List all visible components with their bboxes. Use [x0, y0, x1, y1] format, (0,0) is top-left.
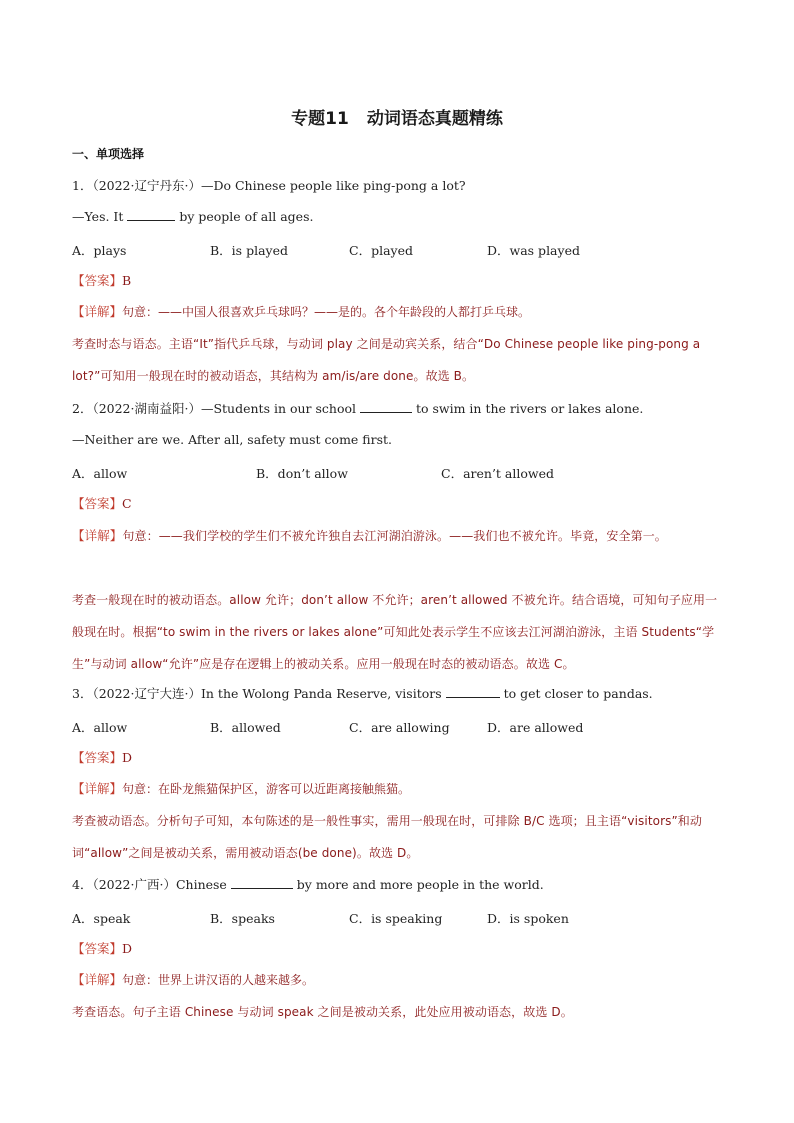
- answer-tag: 【答案】: [72, 496, 123, 511]
- q2-blank: [360, 400, 412, 413]
- q2-option-b: B．don’t allow: [256, 466, 348, 481]
- q3-option-b: B．allowed: [210, 720, 281, 735]
- title-text: 动词语态真题精练: [366, 109, 503, 129]
- q3-answer-value: D: [122, 750, 133, 765]
- q4-stem-b: by more and more people in the world.: [292, 877, 544, 892]
- q4-stem-a: 4．（2022·广西·）Chinese: [72, 877, 231, 892]
- q4-detail: [72, 971, 314, 989]
- q2-stem: [72, 400, 643, 418]
- q1-option-c: C．played: [349, 243, 413, 258]
- q3-stem: [72, 685, 653, 703]
- q3-stem-b: to get closer to pandas.: [499, 686, 653, 701]
- q4-option-a: A．speak: [72, 911, 131, 926]
- q4-stem: [72, 876, 544, 894]
- detail-tag: 【详解】: [72, 528, 123, 543]
- q3-option-a: A．allow: [72, 720, 128, 735]
- q1-line2-b: by people of all ages.: [175, 209, 314, 224]
- q1-stem: 1．（2022·辽宁丹东·）—Do Chinese people like ping-pong a lot?: [72, 178, 466, 193]
- q1-option-b: B．is played: [210, 243, 288, 258]
- q4-answer: [72, 940, 132, 958]
- section-heading: 一、单项选择: [72, 147, 145, 161]
- q2-answer: [72, 495, 132, 513]
- q1-option-a: A．plays: [72, 243, 127, 258]
- q1-detail: [72, 303, 530, 321]
- q4-answer-value: D: [122, 941, 133, 956]
- q4-detail-text: 句意：世界上讲汉语的人越来越多。: [122, 973, 315, 987]
- q2-stem-a: 2．（2022·湖南益阳·）—Students in our school: [72, 401, 360, 416]
- q1-answer: [72, 272, 131, 290]
- title-prefix: 专题11: [291, 109, 349, 129]
- q2-option-a: A．allow: [72, 466, 128, 481]
- detail-tag: 【详解】: [72, 304, 123, 319]
- q3-detail-text: 句意：在卧龙熊猫保护区，游客可以近距离接触熊猫。: [122, 782, 411, 796]
- q1-explanation: 考查时态与语态。主语“It”指代乒乓球，与动词 play 之间是动宾关系，结合“Do Chinese people like ping-pong a lot?”可知用一般现在时的被动语态，其结构为 am/is/are done。故选 B。: [72, 337, 701, 383]
- q2-detail: [72, 520, 722, 552]
- q1-blank: [127, 208, 175, 221]
- q2-stem-b: to swim in the rivers or lakes alone.: [412, 401, 644, 416]
- answer-tag: 【答案】: [72, 941, 123, 956]
- q4-option-d: D．is spoken: [487, 911, 569, 926]
- q1-option-d: D．was played: [487, 243, 580, 258]
- q3-blank: [446, 685, 500, 698]
- answer-tag: 【答案】: [72, 750, 123, 765]
- q3-option-d: D．are allowed: [487, 720, 584, 735]
- q2-line2: —Neither are we. After all, safety must come first.: [72, 432, 393, 447]
- q2-answer-value: C: [122, 496, 132, 511]
- q4-blank: [231, 876, 293, 889]
- q1-detail-text: 句意：——中国人很喜欢乒乓球吗？——是的。各个年龄段的人都打乒乓球。: [122, 305, 531, 319]
- page-title: [0, 104, 794, 129]
- q3-option-c: C．are allowing: [349, 720, 450, 735]
- detail-tag: 【详解】: [72, 781, 123, 796]
- q3-answer: [72, 749, 132, 767]
- q3-stem-a: 3．（2022·辽宁大连·）In the Wolong Panda Reserve, visitors: [72, 686, 446, 701]
- q4-explanation: 考查语态。句子主语 Chinese 与动词 speak 之间是被动关系，此处应用被动语态，故选 D。: [72, 1005, 573, 1019]
- q2-option-c: C．aren’t allowed: [441, 466, 554, 481]
- q1-line2-a: —Yes. It: [72, 209, 128, 224]
- q2-detail-text: 句意：——我们学校的学生们不被允许独自去江河湖泊游泳。——我们也不被允许。毕竟，安全第一。: [122, 529, 667, 543]
- q1-line2: [72, 208, 313, 226]
- q2-explanation: 考查一般现在时的被动语态。allow 允许；don’t allow 不允许；aren’t allowed 不被允许。结合语境，可知句子应用一般现在时。根据“to swim in the rivers or lakes alone”可知此处表示学生不应该去江河湖泊游泳，主语 Students“学生”与动词 allow“允许”应是存在逻辑上的被动关系。应用一般现在时态的被动语态。故选 C。: [72, 593, 718, 671]
- q4-option-c: C．is speaking: [349, 911, 443, 926]
- q4-option-b: B．speaks: [210, 911, 275, 926]
- q3-detail: [72, 780, 410, 798]
- answer-tag: 【答案】: [72, 273, 123, 288]
- detail-tag: 【详解】: [72, 972, 123, 987]
- q1-answer-value: B: [122, 273, 132, 288]
- q3-explanation: 考查被动语态。分析句子可知，本句陈述的是一般性事实，需用一般现在时，可排除 B/C 选项；且主语“visitors”和动词“allow”之间是被动关系，需用被动语态(be done)。故选 D。: [72, 814, 702, 860]
